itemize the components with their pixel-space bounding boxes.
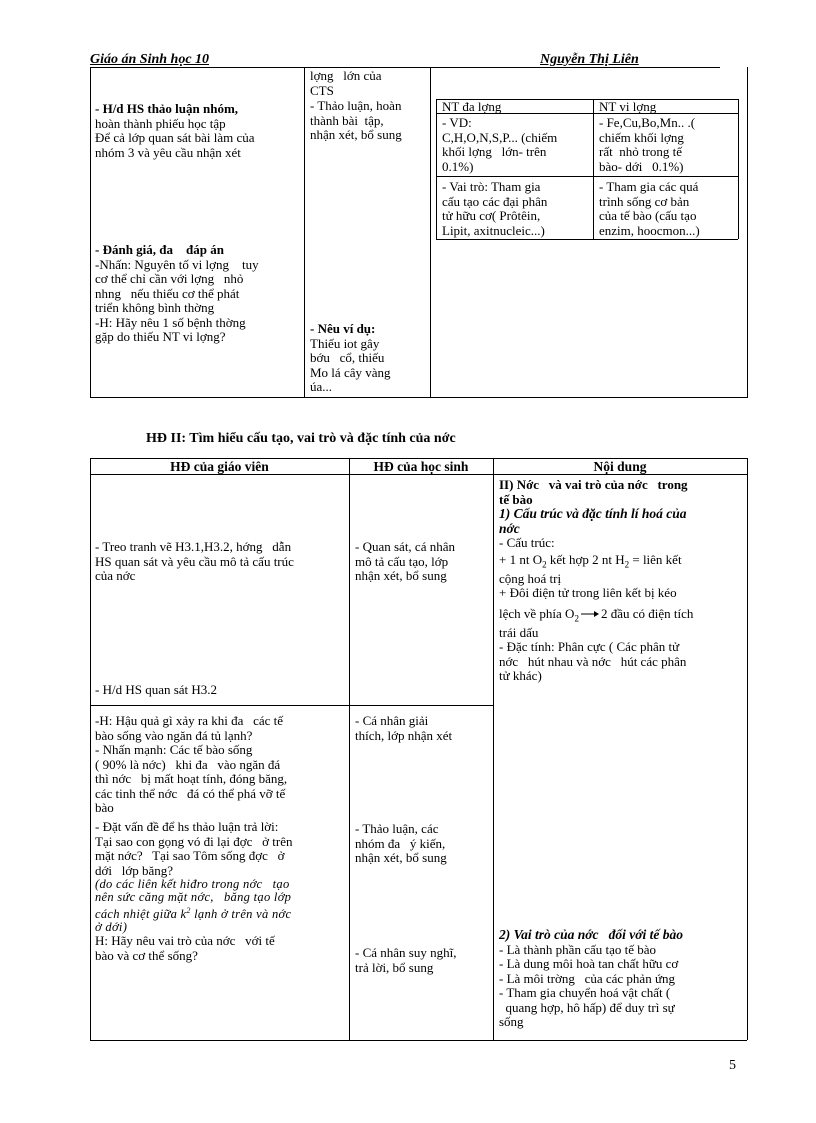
table1-student-2: - Nêu ví dụ: Thiếu iot gây bớu cổ, thiếu Mo lá cây vàng úa... — [310, 322, 391, 394]
inner-r2c2: - Tham gia các quá trình sống cơ bản của tế bào (cấu tạo enzim, hoocmon...) — [599, 180, 700, 238]
header-content: Nội dung — [593, 459, 647, 474]
section-title: HĐ II: Tìm hiểu cấu tạo, vai trò và đặc tính của nớc — [146, 431, 456, 446]
table1-student-1: - Thảo luận, hoàn thành bài tập, nhận xét, bổ sung — [310, 98, 402, 142]
header-right: Nguyễn Thị Liên — [540, 52, 639, 67]
table1-student-top: lợng lớn của CTS — [310, 68, 382, 98]
header-rule — [90, 67, 720, 68]
content-water-structure: II) Nớc và vai trò của nớc trong tế bào 1) Cấu trúc và đặc tính lí hoá của nớc - Cấu trúc: + 1 nt $O_2$ kết hợp 2 nt $H_2$ = liên kết cộng hoá trị + Đôi điện tử trong liên kết bị kéo lệch về phía $O_2$ 2 đầu có điện tích trái dấu - Đặc tính: Phân cực ( Các phân tử nớc hút nhau và nớc hút các phân tử khác) — [499, 477, 694, 684]
inner-r2c1: - Vai trò: Tham gia cấu tạo các đại phân tử hữu cơ( Prôtêin, Lipit, axitnucleic...) — [442, 180, 548, 238]
teacher-activity-3: -H: Hậu quả gì xảy ra khi đa các tế bào sống vào ngăn đá tủ lạnh? - Nhấn mạnh: Các tế bào sống ( 90% là nớc) khi đa vào ngăn đá thì nớc bị mất hoạt tính, đóng băng, các tinh thể nớc đá có thể phá vỡ tế bào — [95, 713, 288, 815]
teacher-activity-2: - H/d HS quan sát H3.2 — [95, 682, 218, 697]
table1-teacher-1: - H/d HS thảo luận nhóm, hoàn thành phiếu học tập Để cả lớp quan sát bài làm của nhóm 3 và yêu cầu nhận xét — [95, 101, 255, 160]
student-activity-3: - Cá nhân giải thích, lớp nhận xét — [355, 713, 453, 743]
arrow-right-icon — [581, 607, 599, 622]
header-student: HĐ của học sinh — [373, 459, 469, 474]
teacher-activity-4: - Đặt vấn đề để hs thảo luận trả lời: Tại sao con gọng vó đi lại đợc ở trên mặt nớc? Tại sao Tôm sống đợc ở dới lớp băng? (do các liên kết hiđro trong nớc tạo nên sức căng mặt nớc, băng tạo lớp cách nhiệt giữa $k^2$ lạnh ở trên và nớc ở dới) H: Hãy nêu vai trò của nớc với tế bào và cơ thể sống? — [95, 819, 293, 963]
page-number: 5 — [729, 1058, 736, 1073]
header-left: Giáo án Sinh học 10 — [90, 52, 210, 67]
teacher-activity-1: - Treo tranh vẽ H3.1,H3.2, hớng dẫn HS quan sát và yêu cầu mô tả cấu trúc của nớc — [95, 539, 294, 583]
inner-header-macro: NT đa lợng — [442, 99, 502, 114]
inner-header-micro: NT vi lợng — [599, 99, 657, 114]
content-water-role: 2) Vai trò của nớc đối với tế bào - Là thành phần cấu tạo tế bào - Là dung môi hoà tan chất hữu cơ - Là môi trờng của các phản ứng - Tham gia chuyển hoá vật chất ( quang hợp, hô hấp) để duy trì sự sống — [499, 927, 683, 1029]
inner-r1c1: - VD: C,H,O,N,S,P... (chiếm khối lợng lớn- trên 0.1%) — [442, 115, 558, 174]
inner-r1c2: - Fe,Cu,Bo,Mn.. .( chiếm khối lợng rất nhỏ trong tế bào- dới 0.1%) — [599, 115, 696, 174]
student-activity-4: - Thảo luận, các nhóm đa ý kiến, nhận xét, bổ sung — [355, 821, 447, 865]
student-activity-5: - Cá nhân suy nghĩ, trả lời, bổ sung — [355, 945, 457, 975]
student-activity-1: - Quan sát, cá nhân mô tả cấu tạo, lớp nhận xét, bổ sung — [355, 539, 455, 583]
header-teacher: HĐ của giáo viên — [170, 459, 269, 474]
table1-teacher-2: - Đánh giá, đa đáp án -Nhấn: Nguyên tố vi lợng tuy cơ thể chỉ cần với lợng nhỏ nhng nếu thiếu cơ thể phát triển không bình thờng -H: Hãy nêu 1 số bệnh thờng gặp do thiếu NT vi lợng? — [95, 242, 259, 344]
